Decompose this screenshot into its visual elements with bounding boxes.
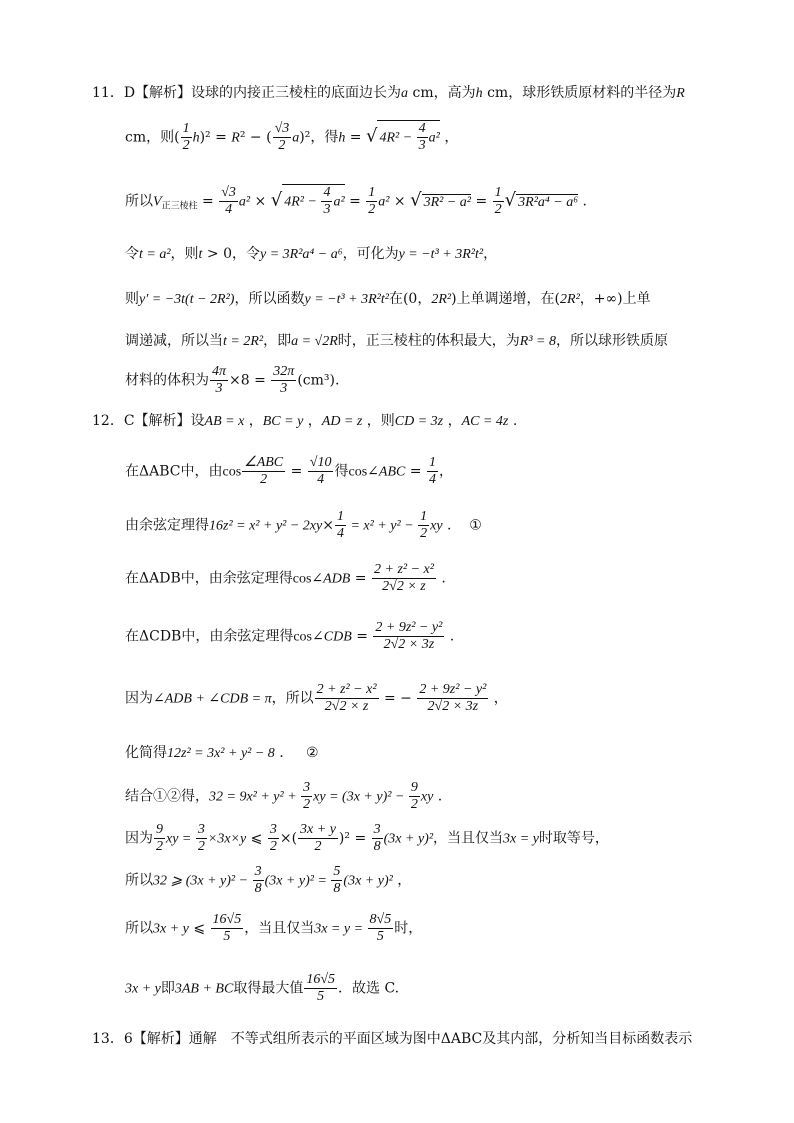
q12-line-9: 因为 $\frac{9}{2}$ xy = $\frac{3}{2}$ ×3x×y ⩽ $\frac{3}{2}$ ×( $\frac{3x + y}{2}$ )² = $\frac{3}{8}$ (3x + y)²，当且仅当3x = y时取等号， — [125, 822, 609, 854]
q11-line-7: 材料的体积为 $\frac{4\pi}{3}$ ×8 = $\frac{32\pi}{3}$ (cm³). — [125, 364, 340, 396]
q11-line-1: 11．D【解析】设球的内接正三棱柱的底面边长为a cm，高为h cm，球形铁质原材料的半径为R — [92, 85, 685, 101]
q12-line-7: 化简得12z² = 3x² + y² − 8 . ② — [125, 745, 319, 761]
q12-line-10: 所以32 ⩾ (3x + y)² − $\frac{3}{8}$ (3x + y)² = $\frac{5}{8}$ (3x + y)² ， — [125, 864, 412, 896]
q12-line-12: 3x + y即3AB + BC取得最大值 $\frac{16√5}{5}$ ．故选 C. — [125, 972, 400, 1004]
q13-line-1: 13．6【解析】通解 不等式组所表示的平面区域为图中ΔABC及其内部，分析知当目标函数表示 — [92, 1031, 693, 1047]
q11-line-3: 所以$V_{正三棱柱}$ = $\frac{√3}{4}$ a² × √ 4R² − $\frac{4}{3}$ a² = $\frac{1}{2}$ a² × √ 3R² − a² = $\frac{1}{2}$ √ 3R²a⁴ − a⁶ . — [125, 185, 587, 217]
q12-line-1: 12．C【解析】设AB = x ，BC = y ，AD = z ，则CD = 3z ，AC = 4z . — [92, 413, 518, 429]
q12-line-4: 在ΔADB中，由余弦定理得cos∠ADB = $\frac{\text{2 + z² − x²}}{2√2 \times z}$ . — [125, 562, 446, 594]
q11-line-6: 调递减，所以当t = 2R²，即a = √2R时，正三棱柱的体积最大，为R³ = 8，所以球形铁质原 — [125, 333, 668, 349]
q11-line-4: 令t = a²，则t > 0，令y = 3R²a⁴ − a⁶，可化为y = −t³ + 3R²t²， — [125, 246, 498, 262]
q12-line-2: 在ΔABC中，由cos $\frac{\text{∠ABC}}{2}$ = $\frac{√10}{4}$ 得cos∠ABC = $\frac{1}{4}$ ， — [125, 455, 453, 487]
q11-line-2: cm，则( $\frac{1}{2}$ h)² = R² − ( $\frac{√3}{2}$ a)²，得h = √ 4R² − $\frac{4}{3}$ a² ， — [125, 121, 459, 153]
q12-line-8: 结合①②得，32 = 9x² + y² + $\frac{3}{2}$ xy = (3x + y)² − $\frac{9}{2}$ xy . — [125, 780, 443, 812]
q12-line-3: 由余弦定理得16z² = x² + y² − 2xy× $\frac{1}{4}$ = x² + y² − $\frac{1}{2}$ xy . ① — [125, 509, 482, 541]
q12-line-5: 在ΔCDB中，由余弦定理得cos∠CDB = $\frac{\text{2 + 9z² − y²}}{2√2 \times 3z}$ . — [125, 620, 455, 652]
q11-line-5: 则y′ = −3t(t − 2R²)，所以函数y = −t³ + 3R²t²在(0，2R²)上单调递增，在(2R²，+∞)上单 — [125, 291, 651, 307]
q12-line-6: 因为∠ADB + ∠CDB = π，所以 $\frac{\text{2 + z² − x²}}{2√2 \times z}$ = − $\frac{\text{2 + 9z² − y²}}{2√2 \times 3z}$ ， — [125, 682, 508, 714]
q12-line-11: 所以3x + y ⩽ $\frac{16√5}{5}$ ，当且仅当3x = y = $\frac{8√5}{5}$ 时， — [125, 912, 423, 944]
